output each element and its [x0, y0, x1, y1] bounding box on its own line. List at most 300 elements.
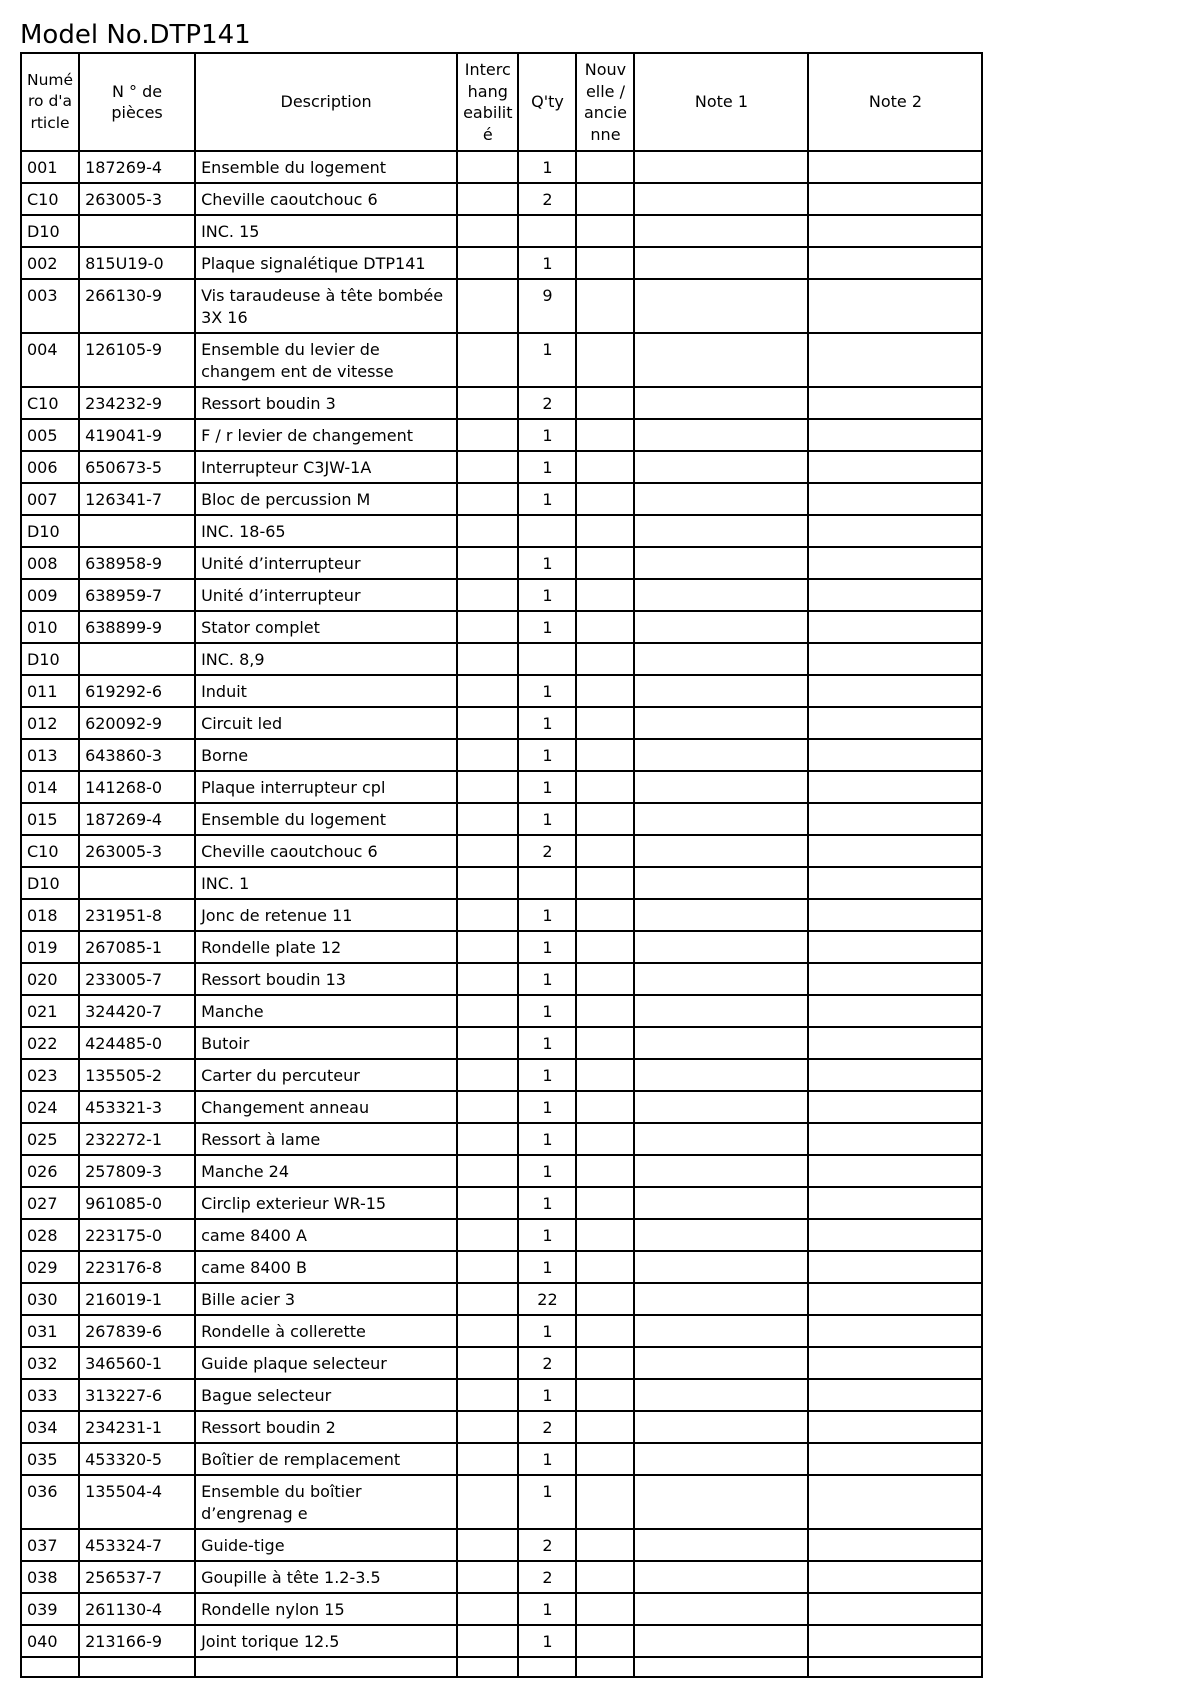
- part-number-cell: 233005-7: [79, 963, 195, 995]
- description-cell: Cheville caoutchouc 6: [195, 835, 457, 867]
- note-2-cell: [808, 1315, 982, 1347]
- item-number-cell: 039: [21, 1593, 79, 1625]
- table-row: [21, 1315, 982, 1347]
- interchangeability-cell: [457, 643, 518, 675]
- new-old-cell: [576, 333, 634, 387]
- quantity-cell: [518, 215, 576, 247]
- header-part-number: N ° de pièces: [79, 53, 195, 151]
- new-old-cell: [576, 675, 634, 707]
- note-2-cell: [808, 1593, 982, 1625]
- note-1-cell: [634, 867, 808, 899]
- header-interchangeability: Interc hang eabilit é: [457, 53, 518, 151]
- interchangeability-cell: [457, 739, 518, 771]
- header-row: [21, 53, 982, 151]
- quantity-cell: 1: [518, 1379, 576, 1411]
- note-1-cell: [634, 1379, 808, 1411]
- new-old-cell: [576, 1283, 634, 1315]
- quantity-cell: 1: [518, 1091, 576, 1123]
- note-1-cell: [634, 643, 808, 675]
- new-old-cell: [576, 835, 634, 867]
- item-number-cell: 027: [21, 1187, 79, 1219]
- note-1-cell: [634, 215, 808, 247]
- note-1-cell: [634, 1059, 808, 1091]
- description-cell: Guide plaque selecteur: [195, 1347, 457, 1379]
- table-row: [21, 1379, 982, 1411]
- quantity-cell: 22: [518, 1283, 576, 1315]
- interchangeability-cell: [457, 963, 518, 995]
- interchangeability-cell: [457, 803, 518, 835]
- item-number-cell: 022: [21, 1027, 79, 1059]
- empty-cell: [518, 1657, 576, 1677]
- note-1-cell: [634, 579, 808, 611]
- description-cell: Manche: [195, 995, 457, 1027]
- note-1-cell: [634, 1411, 808, 1443]
- note-2-cell: [808, 1091, 982, 1123]
- interchangeability-cell: [457, 867, 518, 899]
- new-old-cell: [576, 451, 634, 483]
- part-number-cell: 126341-7: [79, 483, 195, 515]
- item-number-cell: D10: [21, 215, 79, 247]
- item-number-cell: 009: [21, 579, 79, 611]
- note-1-cell: [634, 151, 808, 183]
- item-number-cell: 002: [21, 247, 79, 279]
- item-number-cell: 038: [21, 1561, 79, 1593]
- new-old-cell: [576, 247, 634, 279]
- empty-cell: [457, 1657, 518, 1677]
- item-number-cell: 026: [21, 1155, 79, 1187]
- item-number-cell: 005: [21, 419, 79, 451]
- interchangeability-cell: [457, 579, 518, 611]
- part-number-cell: 216019-1: [79, 1283, 195, 1315]
- note-2-cell: [808, 803, 982, 835]
- part-number-cell: 419041-9: [79, 419, 195, 451]
- part-number-cell: 141268-0: [79, 771, 195, 803]
- quantity-cell: 2: [518, 1347, 576, 1379]
- new-old-cell: [576, 1155, 634, 1187]
- part-number-cell: 619292-6: [79, 675, 195, 707]
- note-2-cell: [808, 1561, 982, 1593]
- table-row: [21, 419, 982, 451]
- item-number-cell: C10: [21, 183, 79, 215]
- note-1-cell: [634, 899, 808, 931]
- interchangeability-cell: [457, 899, 518, 931]
- description-cell: Bloc de percussion M: [195, 483, 457, 515]
- part-number-cell: 135505-2: [79, 1059, 195, 1091]
- description-cell: Plaque signalétique DTP141: [195, 247, 457, 279]
- new-old-cell: [576, 1625, 634, 1657]
- interchangeability-cell: [457, 931, 518, 963]
- empty-cell: [195, 1657, 457, 1677]
- note-1-cell: [634, 835, 808, 867]
- new-old-cell: [576, 547, 634, 579]
- item-number-cell: 007: [21, 483, 79, 515]
- table-row: [21, 547, 982, 579]
- table-row: [21, 835, 982, 867]
- description-cell: Rondelle plate 12: [195, 931, 457, 963]
- header-note-2: Note 2: [808, 53, 982, 151]
- quantity-cell: 2: [518, 387, 576, 419]
- part-number-cell: 650673-5: [79, 451, 195, 483]
- item-number-cell: 015: [21, 803, 79, 835]
- note-2-cell: [808, 1529, 982, 1561]
- new-old-cell: [576, 279, 634, 333]
- description-cell: Ensemble du logement: [195, 803, 457, 835]
- note-2-cell: [808, 247, 982, 279]
- note-1-cell: [634, 1027, 808, 1059]
- part-number-cell: [79, 643, 195, 675]
- new-old-cell: [576, 151, 634, 183]
- note-2-cell: [808, 1027, 982, 1059]
- note-2-cell: [808, 739, 982, 771]
- description-cell: Rondelle à collerette: [195, 1315, 457, 1347]
- part-number-cell: 213166-9: [79, 1625, 195, 1657]
- note-2-cell: [808, 451, 982, 483]
- part-number-cell: 223175-0: [79, 1219, 195, 1251]
- table-row: [21, 675, 982, 707]
- note-2-cell: [808, 611, 982, 643]
- item-number-cell: 031: [21, 1315, 79, 1347]
- item-number-cell: 020: [21, 963, 79, 995]
- part-number-cell: 313227-6: [79, 1379, 195, 1411]
- note-2-cell: [808, 515, 982, 547]
- description-cell: Ensemble du boîtier d’engrenag e: [195, 1475, 457, 1529]
- description-cell: Interrupteur C3JW-1A: [195, 451, 457, 483]
- part-number-cell: 267085-1: [79, 931, 195, 963]
- table-row: [21, 183, 982, 215]
- part-number-cell: 261130-4: [79, 1593, 195, 1625]
- new-old-cell: [576, 419, 634, 451]
- note-2-cell: [808, 1475, 982, 1529]
- new-old-cell: [576, 1561, 634, 1593]
- interchangeability-cell: [457, 1315, 518, 1347]
- part-number-cell: 232272-1: [79, 1123, 195, 1155]
- empty-cell: [79, 1657, 195, 1677]
- note-1-cell: [634, 279, 808, 333]
- description-cell: INC. 1: [195, 867, 457, 899]
- quantity-cell: 1: [518, 1059, 576, 1091]
- new-old-cell: [576, 995, 634, 1027]
- description-cell: Induit: [195, 675, 457, 707]
- quantity-cell: 1: [518, 1187, 576, 1219]
- interchangeability-cell: [457, 995, 518, 1027]
- new-old-cell: [576, 1059, 634, 1091]
- note-2-cell: [808, 579, 982, 611]
- table-row: [21, 1059, 982, 1091]
- description-cell: Unité d’interrupteur: [195, 547, 457, 579]
- new-old-cell: [576, 1091, 634, 1123]
- interchangeability-cell: [457, 1091, 518, 1123]
- quantity-cell: 1: [518, 931, 576, 963]
- part-number-cell: 263005-3: [79, 183, 195, 215]
- table-row: [21, 899, 982, 931]
- note-1-cell: [634, 183, 808, 215]
- table-row: [21, 1251, 982, 1283]
- note-2-cell: [808, 931, 982, 963]
- new-old-cell: [576, 215, 634, 247]
- interchangeability-cell: [457, 1379, 518, 1411]
- note-1-cell: [634, 1475, 808, 1529]
- new-old-cell: [576, 1219, 634, 1251]
- part-number-cell: 187269-4: [79, 151, 195, 183]
- description-cell: Bille acier 3: [195, 1283, 457, 1315]
- new-old-cell: [576, 183, 634, 215]
- item-number-cell: 019: [21, 931, 79, 963]
- interchangeability-cell: [457, 547, 518, 579]
- description-cell: Rondelle nylon 15: [195, 1593, 457, 1625]
- quantity-cell: 2: [518, 183, 576, 215]
- part-number-cell: 643860-3: [79, 739, 195, 771]
- note-1-cell: [634, 707, 808, 739]
- quantity-cell: 1: [518, 739, 576, 771]
- quantity-cell: 1: [518, 547, 576, 579]
- quantity-cell: 1: [518, 247, 576, 279]
- note-1-cell: [634, 931, 808, 963]
- interchangeability-cell: [457, 151, 518, 183]
- item-number-cell: 029: [21, 1251, 79, 1283]
- table-row: [21, 215, 982, 247]
- interchangeability-cell: [457, 183, 518, 215]
- part-number-cell: 424485-0: [79, 1027, 195, 1059]
- new-old-cell: [576, 1027, 634, 1059]
- item-number-cell: 025: [21, 1123, 79, 1155]
- interchangeability-cell: [457, 215, 518, 247]
- new-old-cell: [576, 1347, 634, 1379]
- model-title: Model No.DTP141: [20, 20, 251, 50]
- interchangeability-cell: [457, 1561, 518, 1593]
- interchangeability-cell: [457, 1593, 518, 1625]
- interchangeability-cell: [457, 387, 518, 419]
- table-row: [21, 579, 982, 611]
- note-2-cell: [808, 675, 982, 707]
- table-row: [21, 803, 982, 835]
- quantity-cell: 1: [518, 333, 576, 387]
- note-1-cell: [634, 1593, 808, 1625]
- new-old-cell: [576, 1251, 634, 1283]
- description-cell: Unité d’interrupteur: [195, 579, 457, 611]
- table-row: [21, 387, 982, 419]
- interchangeability-cell: [457, 1625, 518, 1657]
- empty-cell: [21, 1657, 79, 1677]
- quantity-cell: 1: [518, 675, 576, 707]
- item-number-cell: 021: [21, 995, 79, 1027]
- table-row: [21, 1347, 982, 1379]
- note-1-cell: [634, 995, 808, 1027]
- table-row: [21, 279, 982, 333]
- note-1-cell: [634, 1219, 808, 1251]
- part-number-cell: 257809-3: [79, 1155, 195, 1187]
- item-number-cell: 012: [21, 707, 79, 739]
- description-cell: Joint torique 12.5: [195, 1625, 457, 1657]
- quantity-cell: 1: [518, 611, 576, 643]
- header-item-number: Numé ro d'a rticle: [21, 53, 79, 151]
- note-1-cell: [634, 1315, 808, 1347]
- table-row: [21, 483, 982, 515]
- part-number-cell: 453320-5: [79, 1443, 195, 1475]
- new-old-cell: [576, 771, 634, 803]
- description-cell: Manche 24: [195, 1155, 457, 1187]
- item-number-cell: D10: [21, 643, 79, 675]
- table-row: [21, 333, 982, 387]
- part-number-cell: [79, 215, 195, 247]
- interchangeability-cell: [457, 451, 518, 483]
- new-old-cell: [576, 515, 634, 547]
- description-cell: INC. 8,9: [195, 643, 457, 675]
- note-1-cell: [634, 675, 808, 707]
- note-2-cell: [808, 279, 982, 333]
- part-number-cell: 126105-9: [79, 333, 195, 387]
- interchangeability-cell: [457, 419, 518, 451]
- description-cell: Ensemble du logement: [195, 151, 457, 183]
- quantity-cell: 2: [518, 1529, 576, 1561]
- quantity-cell: 1: [518, 1027, 576, 1059]
- table-row: [21, 867, 982, 899]
- part-number-cell: 234231-1: [79, 1411, 195, 1443]
- item-number-cell: 037: [21, 1529, 79, 1561]
- note-1-cell: [634, 1529, 808, 1561]
- parts-table-body: [21, 151, 982, 1677]
- empty-cell: [634, 1657, 808, 1677]
- new-old-cell: [576, 611, 634, 643]
- description-cell: Vis taraudeuse à tête bombée 3X 16: [195, 279, 457, 333]
- item-number-cell: 032: [21, 1347, 79, 1379]
- note-1-cell: [634, 419, 808, 451]
- interchangeability-cell: [457, 707, 518, 739]
- quantity-cell: 1: [518, 707, 576, 739]
- header-new-old: Nouv elle / ancie nne: [576, 53, 634, 151]
- interchangeability-cell: [457, 1187, 518, 1219]
- quantity-cell: [518, 643, 576, 675]
- description-cell: Cheville caoutchouc 6: [195, 183, 457, 215]
- interchangeability-cell: [457, 247, 518, 279]
- quantity-cell: 1: [518, 899, 576, 931]
- interchangeability-cell: [457, 515, 518, 547]
- description-cell: came 8400 B: [195, 1251, 457, 1283]
- note-1-cell: [634, 1091, 808, 1123]
- table-row: [21, 1219, 982, 1251]
- part-number-cell: 815U19-0: [79, 247, 195, 279]
- table-row: [21, 1625, 982, 1657]
- item-number-cell: 040: [21, 1625, 79, 1657]
- description-cell: Guide-tige: [195, 1529, 457, 1561]
- part-number-cell: 638959-7: [79, 579, 195, 611]
- part-number-cell: 324420-7: [79, 995, 195, 1027]
- table-row: [21, 1529, 982, 1561]
- part-number-cell: 231951-8: [79, 899, 195, 931]
- item-number-cell: 008: [21, 547, 79, 579]
- part-number-cell: 638958-9: [79, 547, 195, 579]
- interchangeability-cell: [457, 771, 518, 803]
- description-cell: Ressort à lame: [195, 1123, 457, 1155]
- item-number-cell: 004: [21, 333, 79, 387]
- new-old-cell: [576, 1443, 634, 1475]
- quantity-cell: 1: [518, 1123, 576, 1155]
- table-row: [21, 1027, 982, 1059]
- part-number-cell: 256537-7: [79, 1561, 195, 1593]
- new-old-cell: [576, 739, 634, 771]
- item-number-cell: 014: [21, 771, 79, 803]
- interchangeability-cell: [457, 279, 518, 333]
- description-cell: came 8400 A: [195, 1219, 457, 1251]
- quantity-cell: 1: [518, 151, 576, 183]
- table-row: [21, 1443, 982, 1475]
- new-old-cell: [576, 803, 634, 835]
- new-old-cell: [576, 1475, 634, 1529]
- table-row: [21, 151, 982, 183]
- table-row: [21, 963, 982, 995]
- note-2-cell: [808, 1123, 982, 1155]
- new-old-cell: [576, 1411, 634, 1443]
- note-2-cell: [808, 867, 982, 899]
- table-row: [21, 1283, 982, 1315]
- note-2-cell: [808, 387, 982, 419]
- description-cell: Carter du percuteur: [195, 1059, 457, 1091]
- interchangeability-cell: [457, 1219, 518, 1251]
- note-1-cell: [634, 1155, 808, 1187]
- quantity-cell: 1: [518, 1315, 576, 1347]
- note-1-cell: [634, 1187, 808, 1219]
- note-2-cell: [808, 899, 982, 931]
- note-2-cell: [808, 707, 982, 739]
- quantity-cell: 1: [518, 771, 576, 803]
- quantity-cell: [518, 867, 576, 899]
- header-note-1: Note 1: [634, 53, 808, 151]
- description-cell: Ensemble du levier de changem ent de vitesse: [195, 333, 457, 387]
- table-row: [21, 1187, 982, 1219]
- note-2-cell: [808, 1059, 982, 1091]
- note-1-cell: [634, 1251, 808, 1283]
- new-old-cell: [576, 931, 634, 963]
- interchangeability-cell: [457, 1283, 518, 1315]
- description-cell: Circlip exterieur WR-15: [195, 1187, 457, 1219]
- note-2-cell: [808, 835, 982, 867]
- item-number-cell: C10: [21, 835, 79, 867]
- note-1-cell: [634, 333, 808, 387]
- item-number-cell: 023: [21, 1059, 79, 1091]
- interchangeability-cell: [457, 1411, 518, 1443]
- note-1-cell: [634, 247, 808, 279]
- note-2-cell: [808, 1187, 982, 1219]
- part-number-cell: 223176-8: [79, 1251, 195, 1283]
- table-row: [21, 1155, 982, 1187]
- new-old-cell: [576, 1315, 634, 1347]
- new-old-cell: [576, 1379, 634, 1411]
- note-1-cell: [634, 771, 808, 803]
- quantity-cell: 1: [518, 483, 576, 515]
- quantity-cell: 9: [518, 279, 576, 333]
- new-old-cell: [576, 707, 634, 739]
- note-2-cell: [808, 1625, 982, 1657]
- note-1-cell: [634, 1347, 808, 1379]
- new-old-cell: [576, 1593, 634, 1625]
- table-row: [21, 1091, 982, 1123]
- new-old-cell: [576, 899, 634, 931]
- table-row: [21, 515, 982, 547]
- empty-cell: [576, 1657, 634, 1677]
- part-number-cell: 267839-6: [79, 1315, 195, 1347]
- item-number-cell: 028: [21, 1219, 79, 1251]
- note-2-cell: [808, 151, 982, 183]
- note-2-cell: [808, 1347, 982, 1379]
- part-number-cell: 187269-4: [79, 803, 195, 835]
- item-number-cell: 033: [21, 1379, 79, 1411]
- description-cell: Boîtier de remplacement: [195, 1443, 457, 1475]
- note-2-cell: [808, 1443, 982, 1475]
- new-old-cell: [576, 1529, 634, 1561]
- note-1-cell: [634, 1443, 808, 1475]
- interchangeability-cell: [457, 1123, 518, 1155]
- note-1-cell: [634, 803, 808, 835]
- item-number-cell: 034: [21, 1411, 79, 1443]
